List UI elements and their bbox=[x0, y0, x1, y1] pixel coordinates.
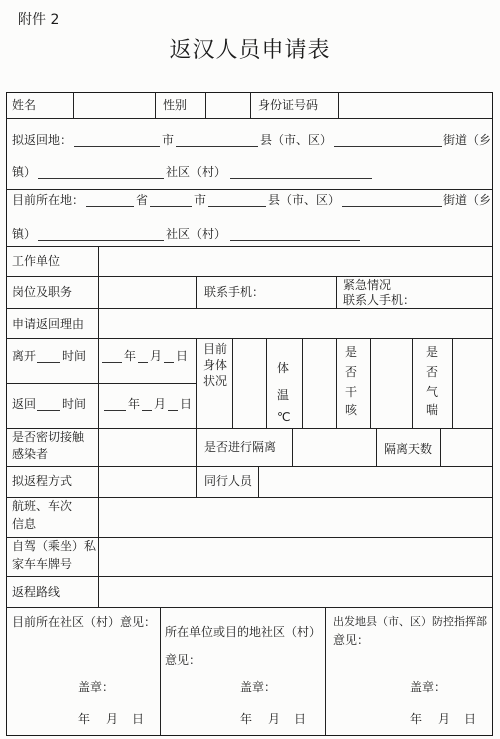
isolation-days-field[interactable] bbox=[441, 429, 491, 465]
dry-cough-label: 咳 bbox=[345, 403, 358, 417]
travel-mode-field[interactable] bbox=[99, 467, 195, 496]
table-rule bbox=[266, 338, 267, 428]
opinion-community-label: 目前所在社区（村）意见： bbox=[12, 615, 157, 629]
private-car-label: 家车车牌号 bbox=[12, 557, 73, 571]
current-town-blank[interactable] bbox=[38, 240, 164, 241]
opinion-unit-seal: 盖章： bbox=[240, 680, 277, 694]
return-county-label: 县（市、区） bbox=[260, 133, 333, 147]
mobile-label: 联系手机： bbox=[204, 285, 265, 299]
leave-year-blank[interactable] bbox=[102, 362, 122, 363]
leave-time-prefix: 离开 bbox=[12, 349, 37, 363]
table-rule bbox=[6, 118, 492, 119]
id-number-label: 身份证号码 bbox=[258, 98, 319, 112]
return-town-label: 镇） bbox=[12, 165, 37, 179]
return-from-blank[interactable] bbox=[37, 410, 60, 411]
dry-cough-label: 是 bbox=[345, 345, 358, 359]
current-community-blank[interactable] bbox=[230, 240, 360, 241]
isolated-label: 是否进行隔离 bbox=[204, 440, 277, 454]
companions-field[interactable] bbox=[259, 467, 491, 496]
current-county-label: 县（市、区） bbox=[268, 193, 341, 207]
opinion-hq-month: 月 bbox=[438, 712, 451, 726]
reason-field[interactable] bbox=[99, 309, 491, 337]
dry-cough-field[interactable] bbox=[371, 339, 411, 427]
current-city-blank[interactable] bbox=[150, 206, 192, 207]
table-rule bbox=[160, 607, 161, 735]
temperature-unit: ℃ bbox=[277, 410, 291, 424]
opinion-hq-label: 意见： bbox=[333, 633, 370, 647]
short-breath-field[interactable] bbox=[453, 339, 491, 427]
table-rule bbox=[6, 383, 196, 384]
work-unit-field[interactable] bbox=[99, 247, 491, 275]
current-street-label: 街道（乡 bbox=[443, 193, 492, 207]
current-place-label: 目前所在地： bbox=[12, 193, 85, 207]
opinion-community-year: 年 bbox=[78, 712, 91, 726]
table-rule bbox=[6, 607, 492, 608]
return-day-blank[interactable] bbox=[168, 410, 178, 411]
health-status-label: 身体 bbox=[203, 358, 228, 372]
form-title: 返汉人员申请表 bbox=[169, 38, 331, 63]
emergency-phone-field[interactable] bbox=[420, 290, 491, 307]
return-community-label: 社区（村） bbox=[166, 165, 227, 179]
temperature-field[interactable] bbox=[303, 339, 335, 427]
position-label: 岗位及职务 bbox=[12, 285, 73, 299]
opinion-community-day: 日 bbox=[132, 712, 145, 726]
return-place-label: 拟返回地： bbox=[12, 133, 73, 147]
opinion-unit-year: 年 bbox=[240, 712, 253, 726]
leave-day-unit: 日 bbox=[176, 349, 189, 363]
table-rule bbox=[6, 276, 492, 277]
health-status-field[interactable] bbox=[233, 339, 265, 427]
return-time-suffix: 时间 bbox=[62, 397, 87, 411]
position-field[interactable] bbox=[99, 277, 195, 307]
return-year-unit: 年 bbox=[128, 397, 141, 411]
close-contact-label: 感染者 bbox=[12, 447, 49, 461]
name-field[interactable] bbox=[74, 93, 154, 117]
table-rule bbox=[412, 338, 413, 428]
dry-cough-label: 干 bbox=[345, 385, 358, 399]
opinion-unit-label: 意见： bbox=[165, 653, 202, 667]
short-breath-label: 喘 bbox=[426, 403, 439, 417]
return-street-blank[interactable] bbox=[334, 146, 442, 147]
health-status-label: 状况 bbox=[203, 374, 228, 388]
return-month-unit: 月 bbox=[154, 397, 167, 411]
license-plate-field[interactable] bbox=[99, 538, 491, 575]
return-month-blank[interactable] bbox=[142, 410, 152, 411]
short-breath-label: 是 bbox=[426, 345, 439, 359]
table-rule bbox=[376, 428, 377, 466]
table-rule bbox=[196, 338, 197, 497]
short-breath-label: 否 bbox=[426, 365, 439, 379]
table-rule bbox=[325, 607, 326, 735]
return-day-unit: 日 bbox=[180, 397, 193, 411]
isolated-field[interactable] bbox=[293, 429, 375, 465]
opinion-community-month: 月 bbox=[106, 712, 119, 726]
table-rule bbox=[6, 189, 492, 190]
route-field[interactable] bbox=[99, 577, 491, 606]
current-province-blank[interactable] bbox=[86, 206, 134, 207]
reason-label: 申请返回理由 bbox=[12, 317, 85, 331]
isolation-days-label: 隔离天数 bbox=[384, 442, 433, 456]
opinion-hq-day: 日 bbox=[464, 712, 477, 726]
return-county-blank[interactable] bbox=[176, 146, 258, 147]
leave-month-unit: 月 bbox=[150, 349, 163, 363]
leave-place-blank[interactable] bbox=[37, 362, 60, 363]
mobile-field[interactable] bbox=[270, 277, 335, 307]
companions-label: 同行人员 bbox=[204, 474, 253, 488]
flight-train-label: 信息 bbox=[12, 517, 37, 531]
opinion-hq-seal: 盖章： bbox=[410, 680, 447, 694]
name-label: 姓名 bbox=[12, 98, 37, 112]
table-rule bbox=[336, 276, 337, 308]
table-rule bbox=[250, 92, 251, 118]
opinion-community-seal: 盖章： bbox=[78, 680, 115, 694]
return-city-label: 市 bbox=[162, 133, 175, 147]
dry-cough-label: 否 bbox=[345, 365, 358, 379]
table-rule bbox=[155, 92, 156, 118]
emergency-label-line2: 联系人手机： bbox=[343, 293, 416, 307]
flight-train-label: 航班、车次 bbox=[12, 499, 73, 513]
gender-label: 性别 bbox=[163, 98, 188, 112]
opinion-hq-label: 出发地县（市、区）防控指挥部 bbox=[333, 615, 487, 628]
return-town-blank[interactable] bbox=[38, 178, 164, 179]
current-town-label: 镇） bbox=[12, 227, 37, 241]
temperature-label: 体 bbox=[277, 361, 290, 375]
table-rule bbox=[6, 428, 492, 429]
return-time-prefix: 返回 bbox=[12, 397, 37, 411]
close-contact-field[interactable] bbox=[99, 429, 195, 465]
health-status-label: 目前 bbox=[203, 342, 228, 356]
current-community-label: 社区（村） bbox=[166, 227, 227, 241]
leave-time-suffix: 时间 bbox=[62, 349, 87, 363]
temperature-label: 温 bbox=[277, 388, 290, 402]
leave-day-blank[interactable] bbox=[164, 362, 174, 363]
route-label: 返程路线 bbox=[12, 585, 61, 599]
work-unit-label: 工作单位 bbox=[12, 254, 61, 268]
leave-year-unit: 年 bbox=[124, 349, 137, 363]
opinion-unit-day: 日 bbox=[294, 712, 307, 726]
return-year-blank[interactable] bbox=[104, 410, 126, 411]
emergency-label-line1: 紧急情况 bbox=[343, 278, 392, 292]
leave-month-blank[interactable] bbox=[138, 362, 148, 363]
opinion-unit-label: 所在单位或目的地社区（村） bbox=[165, 625, 322, 639]
return-street-label: 街道（乡 bbox=[443, 133, 492, 147]
travel-mode-label: 拟返程方式 bbox=[12, 474, 73, 488]
attachment-label: 附件 2 bbox=[18, 12, 60, 28]
close-contact-label: 是否密切接触 bbox=[12, 430, 85, 444]
table-rule bbox=[196, 276, 197, 308]
current-county-blank[interactable] bbox=[208, 206, 266, 207]
return-city-blank[interactable] bbox=[74, 146, 160, 147]
private-car-label: 自驾（乘坐）私 bbox=[12, 539, 97, 553]
current-street-blank[interactable] bbox=[342, 206, 442, 207]
table-rule bbox=[336, 338, 337, 428]
flight-train-field[interactable] bbox=[99, 498, 491, 536]
current-province-label: 省 bbox=[136, 193, 149, 207]
return-community-blank[interactable] bbox=[230, 178, 372, 179]
gender-field[interactable] bbox=[206, 93, 249, 117]
current-city-label: 市 bbox=[194, 193, 207, 207]
opinion-hq-year: 年 bbox=[410, 712, 423, 726]
short-breath-label: 气 bbox=[426, 385, 439, 399]
id-number-field[interactable] bbox=[339, 93, 491, 117]
opinion-unit-month: 月 bbox=[268, 712, 281, 726]
